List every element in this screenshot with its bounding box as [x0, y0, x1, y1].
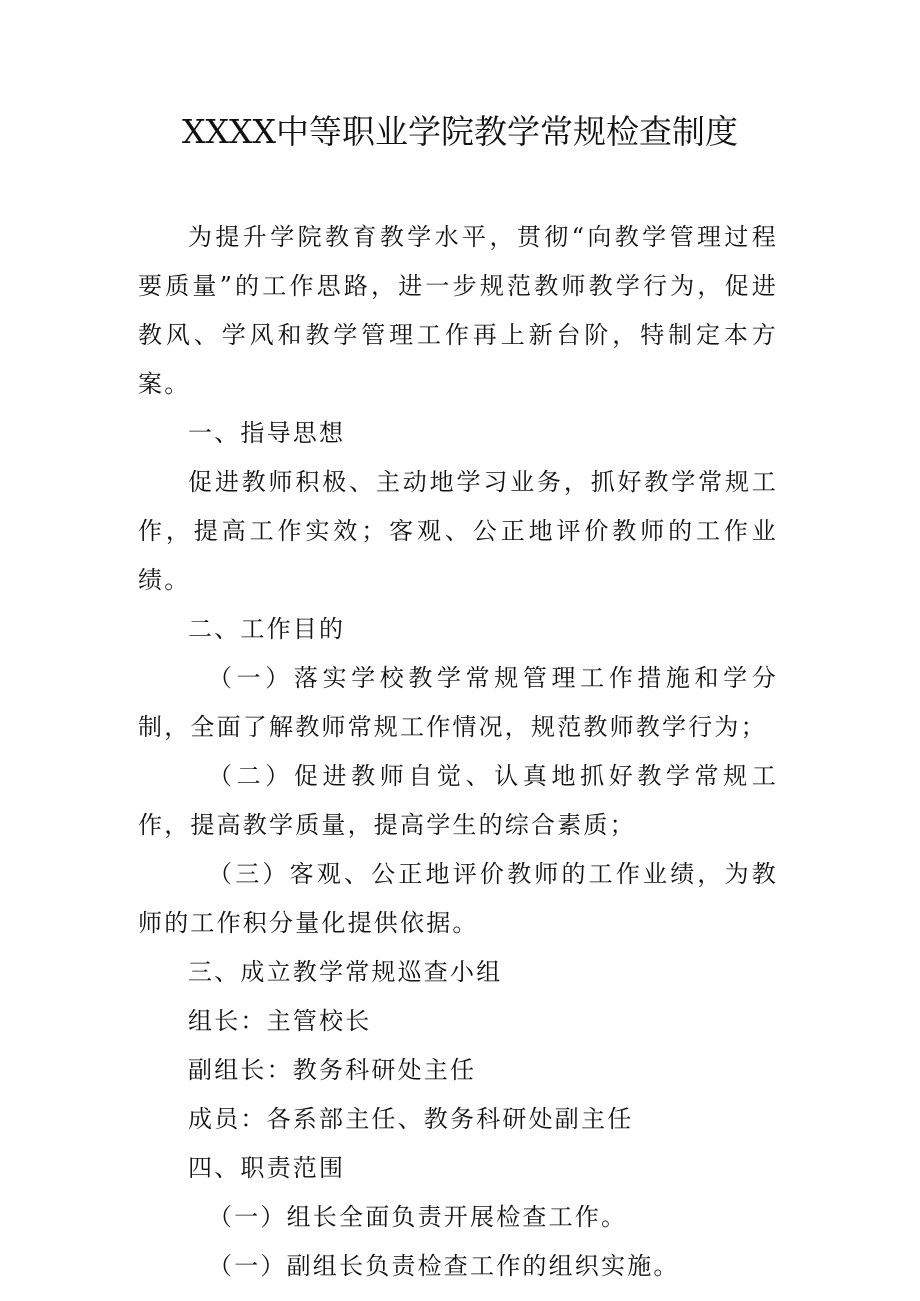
section-heading-responsibilities: 四、职责范围	[188, 1154, 346, 1182]
purpose-item-3: （三）客观、公正地评价教师的工作业绩，为教师的工作积分量化提供依据。	[138, 860, 778, 937]
purpose-item-1: （一）落实学校教学常规管理工作措施和学分制，全面了解教师常规工作情况，规范教师教学行为；	[138, 664, 778, 741]
guiding-thought-paragraph: 促进教师积极、主动地学习业务，抓好教学常规工作，提高工作实效；客观、公正地评价教师的工作业绩。	[138, 468, 778, 594]
section-heading-work-purpose: 二、工作目的	[188, 615, 346, 643]
team-deputy-leader-line: 副组长：教务科研处主任	[188, 1056, 477, 1084]
responsibility-item-1: （一）组长全面负责开展检查工作。	[208, 1203, 628, 1231]
team-members-line: 成员：各系部主任、教务科研处副主任	[188, 1105, 634, 1133]
section-heading-inspection-team: 三、成立教学常规巡查小组	[188, 958, 503, 986]
responsibility-item-2: （一）副组长负责检查工作的组织实施。	[208, 1252, 680, 1280]
document-title: XXXX中等职业学院教学常规检查制度	[182, 112, 738, 151]
document-body	[138, 213, 778, 1291]
intro-paragraph: 为提升学院教育教学水平，贯彻“向教学管理过程要质量”的工作思路，进一步规范教师教学行为，促进教风、学风和教学管理工作再上新台阶，特制定本方案。	[138, 223, 778, 398]
purpose-item-2: （二）促进教师自觉、认真地抓好教学常规工作，提高教学质量，提高学生的综合素质；	[138, 762, 778, 839]
team-leader-line: 组长：主管校长	[188, 1007, 372, 1035]
section-heading-guiding-thought: 一、指导思想	[188, 419, 346, 447]
